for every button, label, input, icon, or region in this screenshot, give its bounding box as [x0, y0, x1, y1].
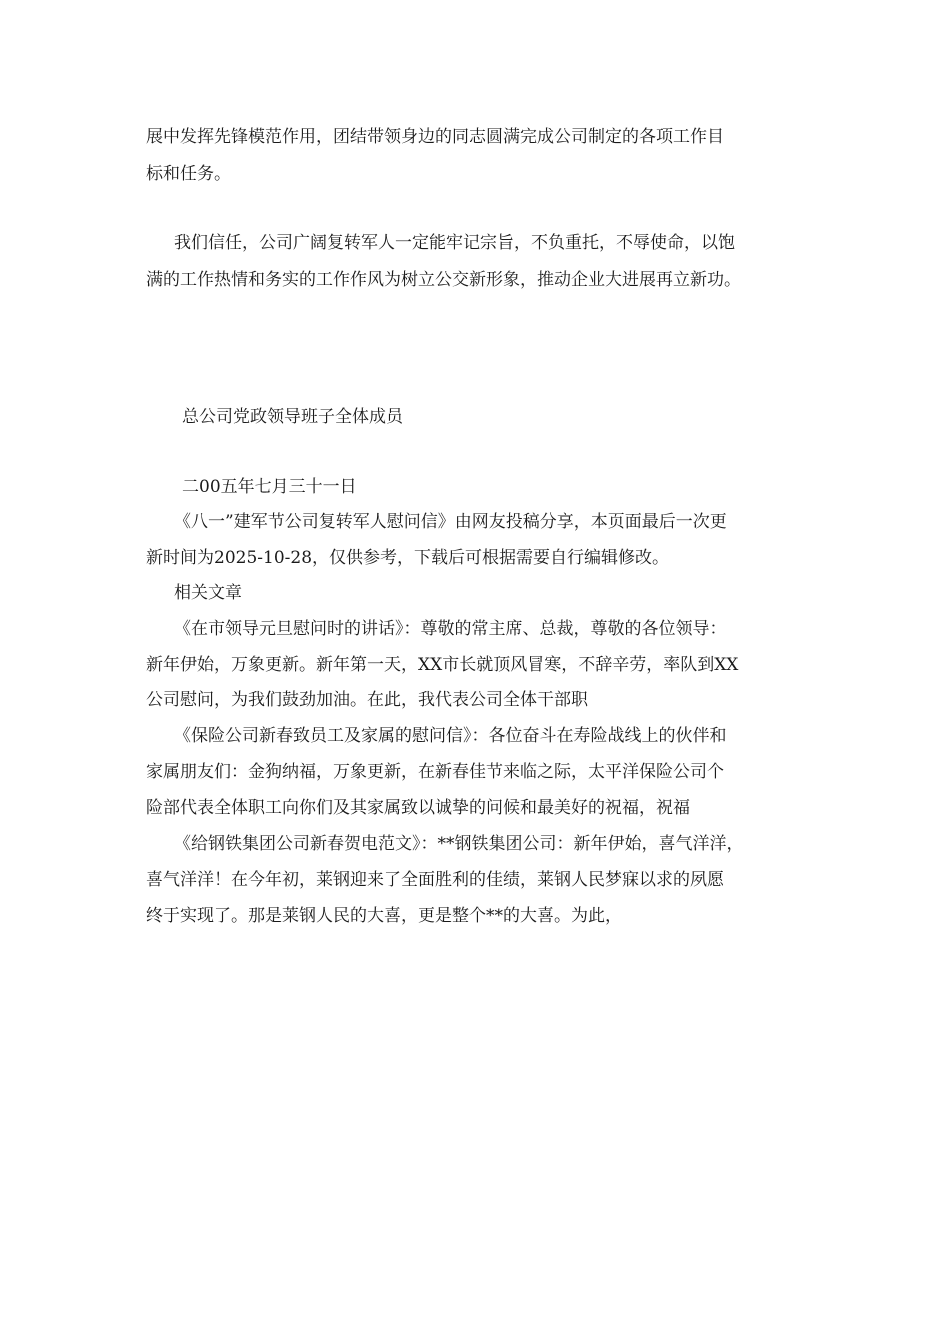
- related-item-2-line-1[interactable]: 《保险公司新春致员工及家属的慰问信》：各位奋斗在寿险战线上的伙伴和: [174, 726, 727, 746]
- related-item-2-line-3[interactable]: 险部代表全体职工向你们及其家属致以诚挚的问候和最美好的祝福，祝福: [146, 798, 690, 818]
- related-item-1-line-2[interactable]: 新年伊始，万象更新。新年第一天，XX市长就顶风冒寒，不辞辛劳，率队到XX: [146, 655, 739, 675]
- share-note-line-1: 《八一”建军节公司复转军人慰问信》由网友投稿分享，本页面最后一次更: [174, 512, 727, 532]
- paragraph-1-line-1: 展中发挥先锋模范作用，团结带领身边的同志圆满完成公司制定的各项工作目: [146, 127, 724, 147]
- paragraph-1-line-2: 标和任务。: [146, 164, 231, 184]
- paragraph-2-line-1: 我们信任，公司广阔复转军人一定能牢记宗旨，不负重托，不辱使命，以饱: [174, 233, 735, 253]
- related-item-3-line-2[interactable]: 喜气洋洋！在今年初，莱钢迎来了全面胜利的佳绩，莱钢人民梦寐以求的夙愿: [146, 870, 724, 890]
- related-item-1-line-3[interactable]: 公司慰问，为我们鼓劲加油。在此，我代表公司全体干部职: [146, 690, 588, 710]
- share-note-line-2: 新时间为2025-10-28，仅供参考，下载后可根据需要自行编辑修改。: [146, 548, 670, 568]
- related-item-1-line-1[interactable]: 《在市领导元旦慰问时的讲话》：尊敬的常主席、总裁，尊敬的各位领导：: [174, 619, 727, 639]
- related-item-3-line-3[interactable]: 终于实现了。那是莱钢人民的大喜，更是整个**的大喜。为此，: [146, 906, 622, 926]
- signature: 总公司党政领导班子全体成员: [182, 407, 403, 427]
- related-heading: 相关文章: [174, 583, 242, 603]
- related-item-2-line-2[interactable]: 家属朋友们：金狗纳福，万象更新，在新春佳节来临之际，太平洋保险公司个: [146, 762, 724, 782]
- related-item-3-line-1[interactable]: 《给钢铁集团公司新春贺电范文》：**钢铁集团公司：新年伊始，喜气洋洋，: [174, 834, 744, 854]
- paragraph-2-line-2: 满的工作热情和务实的工作作风为树立公交新形象，推动企业大进展再立新功。: [146, 270, 741, 290]
- date: 二00五年七月三十一日: [182, 477, 357, 497]
